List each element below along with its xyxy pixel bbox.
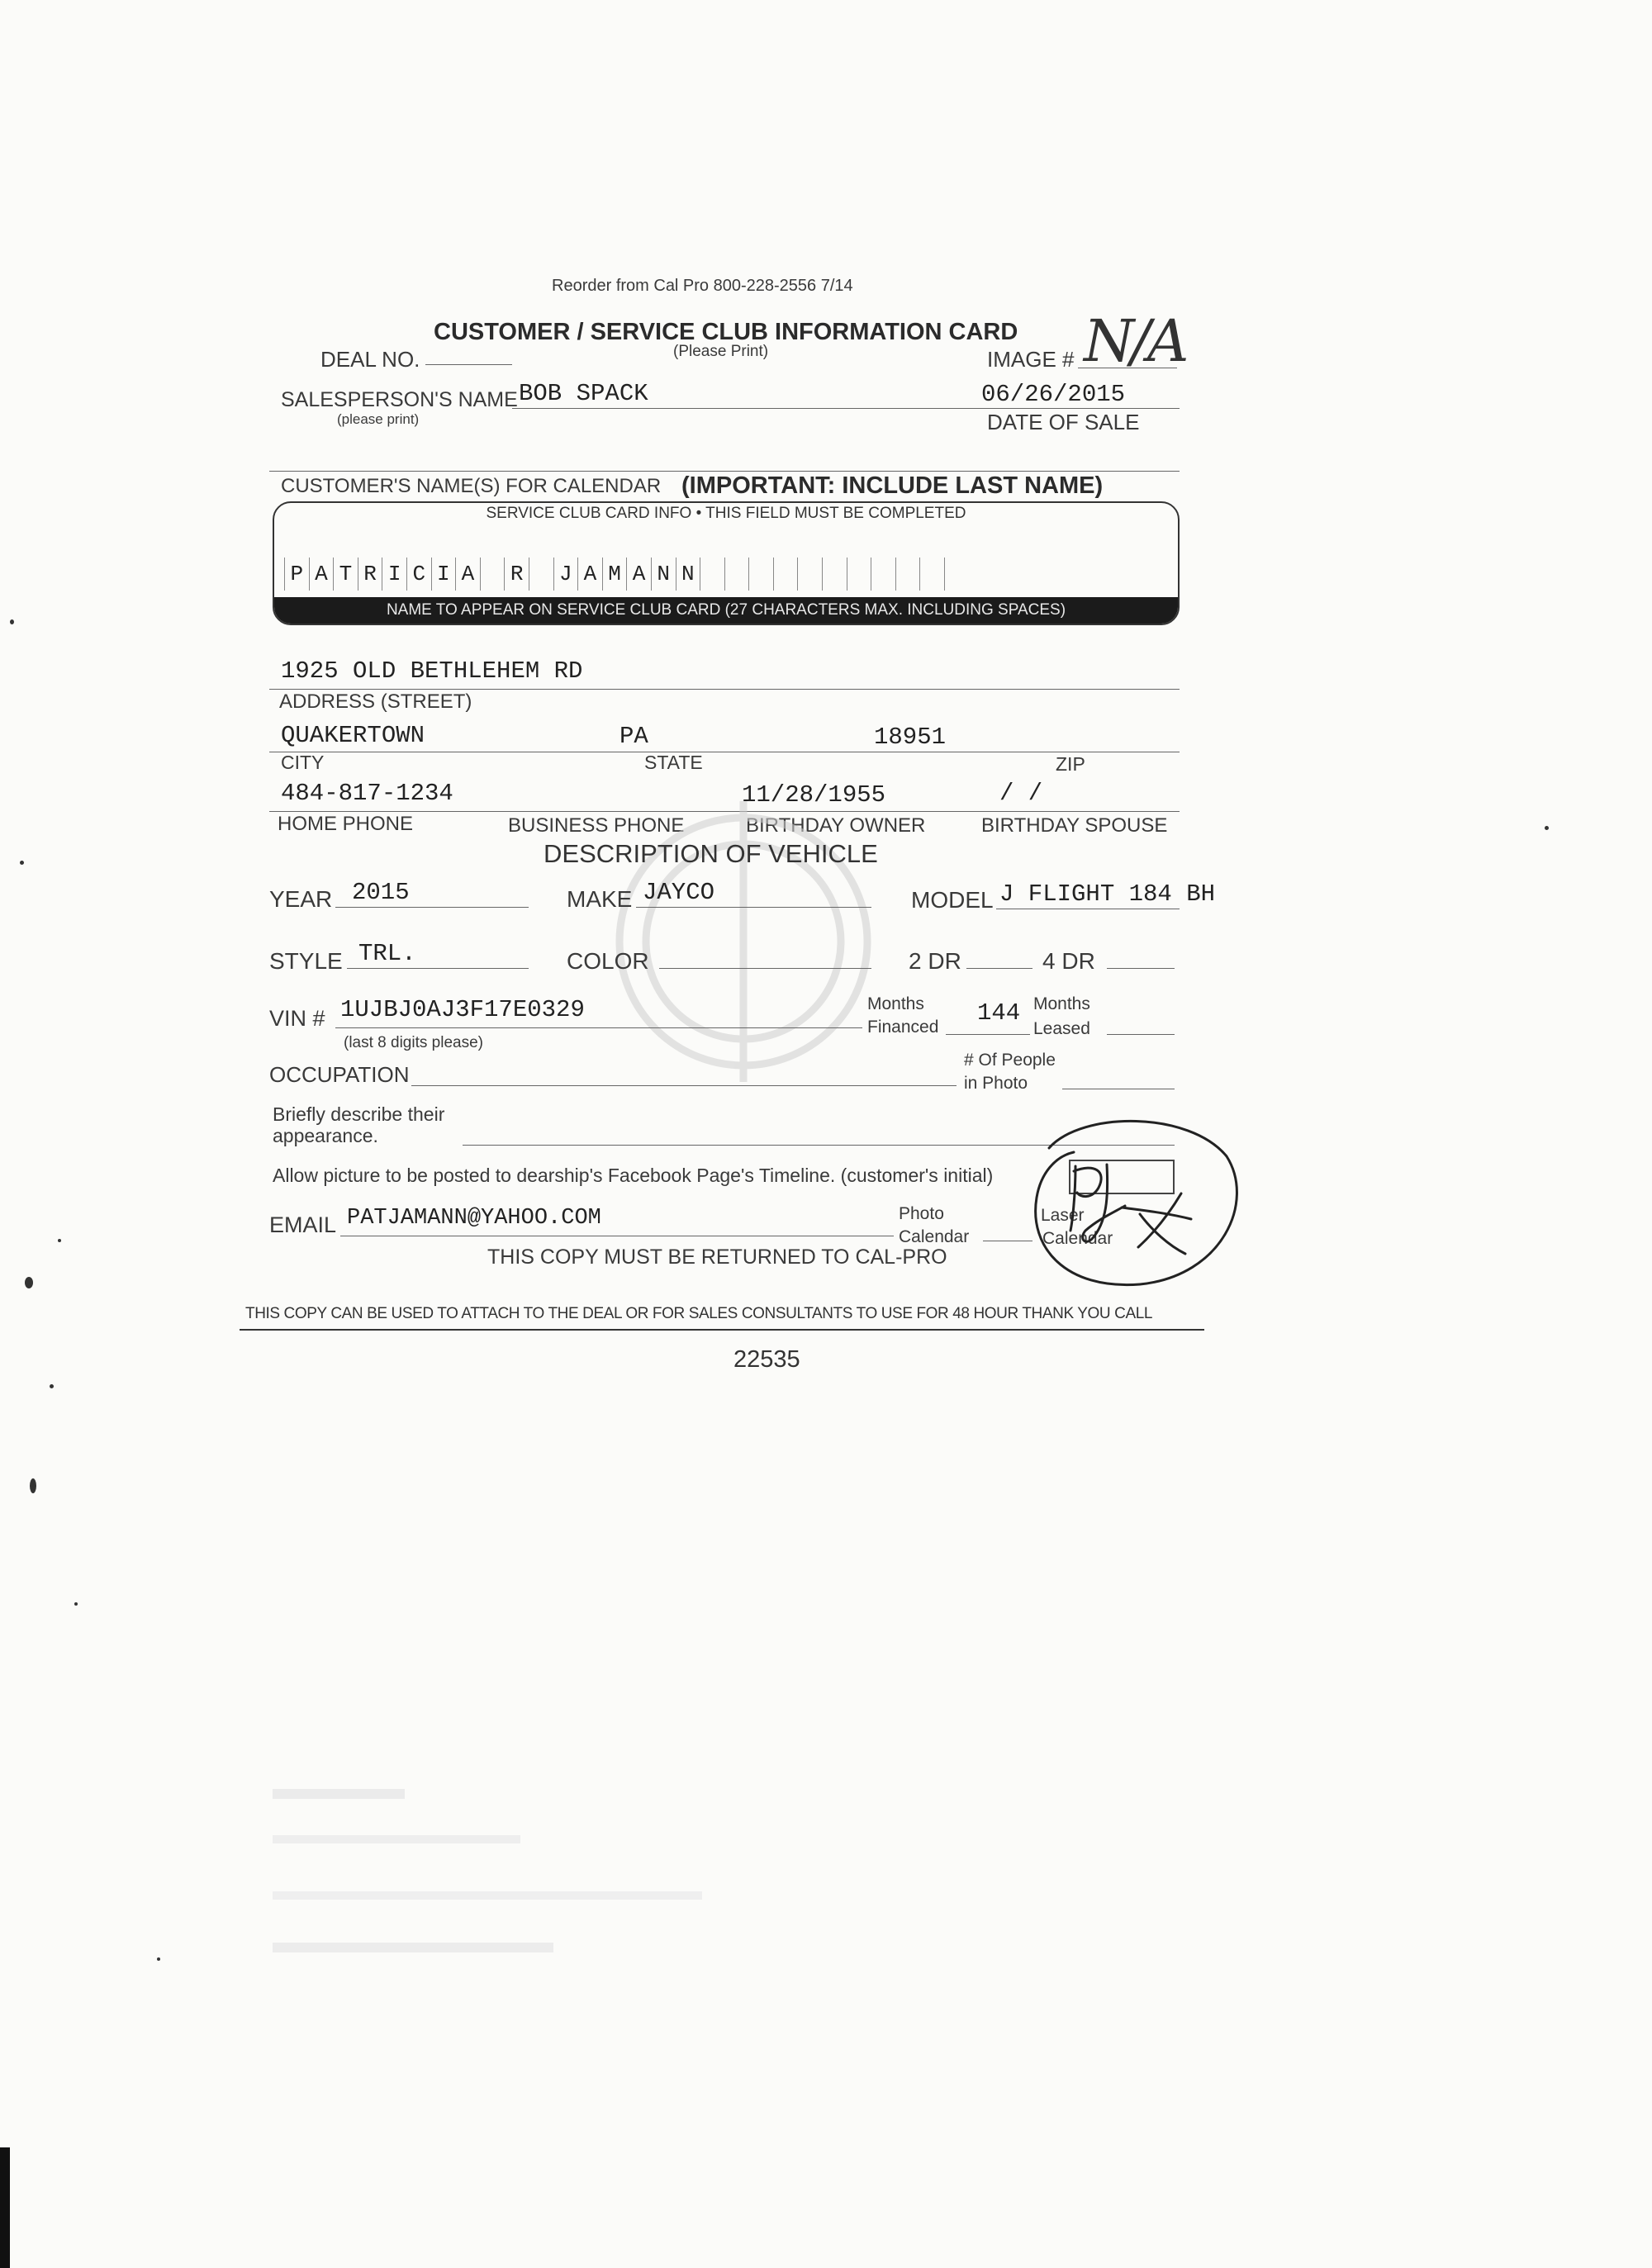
name-character-cell[interactable] [480,558,505,591]
year-label: YEAR [269,886,333,912]
service-club-info-header: SERVICE CLUB CARD INFO • THIS FIELD MUST BE COMPLETED [486,505,966,522]
scan-speck [50,1384,54,1388]
name-character-cell[interactable]: N [676,558,700,591]
name-character-cell[interactable]: A [309,558,334,591]
deal-no-label: DEAL NO. [320,347,420,372]
name-character-cell[interactable] [822,558,847,591]
name-character-cell[interactable]: J [553,558,578,591]
name-character-cell[interactable] [529,558,553,591]
handwritten-initials-circle [1016,1107,1247,1297]
image-label: IMAGE # [987,347,1075,372]
state-value: PA [620,723,648,750]
state-label: STATE [644,752,703,773]
name-character-cell[interactable] [724,558,749,591]
email-value: PATJAMANN@YAHOO.COM [347,1206,601,1231]
please-print-note: (Please Print) [673,343,769,360]
color-label: COLOR [567,948,649,974]
scan-speck [157,1957,160,1961]
footer-note: THIS COPY CAN BE USED TO ATTACH TO THE DEAL OR FOR SALES CONSULTANTS TO USE FOR 48 HOUR THANK YOU CALL [245,1305,1153,1322]
scan-speck [25,1277,33,1288]
salesperson-sub-label: (please print) [337,411,420,427]
vehicle-heading: DESCRIPTION OF VEHICLE [544,839,878,868]
vin-label: VIN # [269,1006,325,1031]
name-character-cell[interactable]: P [284,558,309,591]
business-phone-label: BUSINESS PHONE [508,814,685,837]
photo-calendar-label-top: Photo [899,1204,944,1223]
divider [269,471,1180,472]
birthday-owner-label: BIRTHDAY OWNER [746,814,926,837]
bleed-through-mark [273,1835,520,1843]
describe-label-1: Briefly describe their [273,1103,445,1125]
street-field[interactable] [269,689,1180,690]
name-character-cell[interactable] [773,558,798,591]
make-value: JAYCO [643,879,715,906]
name-character-cell[interactable] [944,558,969,591]
laser-calendar-label-top: Laser [1041,1206,1085,1225]
scan-speck [58,1239,61,1242]
leased-label: Leased [1033,1019,1090,1038]
name-character-cell[interactable]: I [431,558,456,591]
reorder-text: Reorder from Cal Pro 800-228-2556 7/14 [552,277,853,295]
customer-names-label: CUSTOMER'S NAME(S) FOR CALENDAR [281,475,662,497]
model-label: MODEL [911,887,994,913]
form-number: 22535 [733,1346,800,1373]
return-note: THIS COPY MUST BE RETURNED TO CAL-PRO [487,1246,947,1269]
name-character-cell[interactable] [797,558,822,591]
people-in-photo-label-bottom: in Photo [964,1074,1028,1093]
name-character-cell[interactable] [871,558,895,591]
salesperson-value: BOB SPACK [519,380,648,407]
name-character-cell[interactable]: M [602,558,627,591]
street-label: ADDRESS (STREET) [279,690,472,713]
make-label: MAKE [567,886,633,912]
image-value-handwritten: N/A [1084,307,1186,375]
name-character-cell[interactable] [895,558,920,591]
home-phone-label: HOME PHONE [278,813,414,835]
scan-edge-shadow [0,2147,10,2268]
occupation-label: OCCUPATION [269,1062,410,1087]
vin-value: 1UJBJ0AJ3F17E0329 [340,996,585,1023]
months-financed-label-top: Months [867,994,924,1013]
people-in-photo-label-top: # Of People [964,1051,1056,1070]
important-label: (IMPORTANT: INCLUDE LAST NAME) [681,472,1104,499]
name-character-cell[interactable]: C [406,558,431,591]
name-character-cell[interactable]: T [333,558,358,591]
four-door-field[interactable] [1107,968,1175,969]
name-box-footer: NAME TO APPEAR ON SERVICE CLUB CARD (27 CHARACTERS MAX. INCLUDING SPACES) [274,597,1178,624]
months-leased-field[interactable] [1107,1034,1175,1035]
name-character-cell[interactable]: R [504,558,529,591]
occupation-field[interactable] [411,1085,957,1086]
bleed-through-mark [273,1891,702,1900]
vin-field[interactable] [335,1027,862,1028]
name-character-cell[interactable] [700,558,724,591]
birthday-spouse-label: BIRTHDAY SPOUSE [981,814,1168,837]
months-leased-label-top: Months [1033,994,1090,1013]
months-financed-value: 144 [977,999,1021,1027]
color-field[interactable] [659,968,871,969]
scan-speck [30,1478,36,1493]
form-title: CUSTOMER / SERVICE CLUB INFORMATION CARD [434,319,1018,345]
city-value: QUAKERTOWN [281,722,425,749]
zip-value: 18951 [874,724,947,751]
name-character-cell[interactable]: A [626,558,651,591]
bleed-through-mark [273,1789,405,1799]
months-financed-field[interactable] [946,1034,1030,1035]
make-field[interactable] [636,907,871,908]
home-phone-value: 484-817-1234 [281,780,453,807]
year-field[interactable] [335,907,529,908]
financed-label: Financed [867,1018,939,1037]
name-character-cell[interactable] [847,558,871,591]
email-label: EMAIL [269,1212,337,1237]
photo-calendar-label-bottom: Calendar [899,1227,970,1246]
street-value: 1925 OLD BETHLEHEM RD [281,657,583,685]
facebook-permission-label: Allow picture to be posted to dearship's Facebook Page's Timeline. (customer's initial) [273,1165,994,1186]
name-character-cell[interactable]: R [358,558,382,591]
scan-speck [1545,826,1549,830]
birthday-owner-value: 11/28/1955 [742,781,886,809]
birthday-spouse-value: / / [999,780,1043,807]
date-of-sale-label: DATE OF SALE [987,410,1140,434]
name-character-cell[interactable]: N [651,558,676,591]
date-of-sale-value: 06/26/2015 [981,381,1126,408]
bleed-through-mark [273,1943,553,1952]
style-value: TRL. [358,940,416,967]
scan-speck [20,861,24,865]
name-character-cell[interactable]: A [577,558,602,591]
zip-label: ZIP [1056,753,1085,775]
name-character-cell[interactable] [919,558,944,591]
two-door-label: 2 DR [909,948,961,974]
style-label: STYLE [269,948,343,974]
name-character-cell[interactable]: I [382,558,406,591]
laser-calendar-label-bottom: Calendar [1042,1229,1113,1248]
name-character-cells[interactable] [284,558,969,594]
scan-speck [10,619,14,624]
vin-sub-label: (last 8 digits please) [344,1034,483,1051]
four-door-label: 4 DR [1042,948,1095,974]
salesperson-label: SALESPERSON'S NAME [281,388,518,411]
salesperson-field[interactable] [512,408,1180,409]
year-value: 2015 [352,879,410,906]
footer-rule [240,1329,1204,1331]
deal-no-field[interactable] [425,364,512,365]
two-door-field[interactable] [966,968,1032,969]
scan-speck [74,1602,78,1606]
style-field[interactable] [347,968,529,969]
name-character-cell[interactable] [748,558,773,591]
service-club-name-box [273,501,1180,625]
city-label: CITY [281,752,325,773]
calpro-watermark-logo [595,785,892,1098]
describe-label-2: appearance. [273,1125,378,1146]
model-value: J FLIGHT 184 BH [999,880,1216,908]
name-character-cell[interactable]: A [455,558,480,591]
